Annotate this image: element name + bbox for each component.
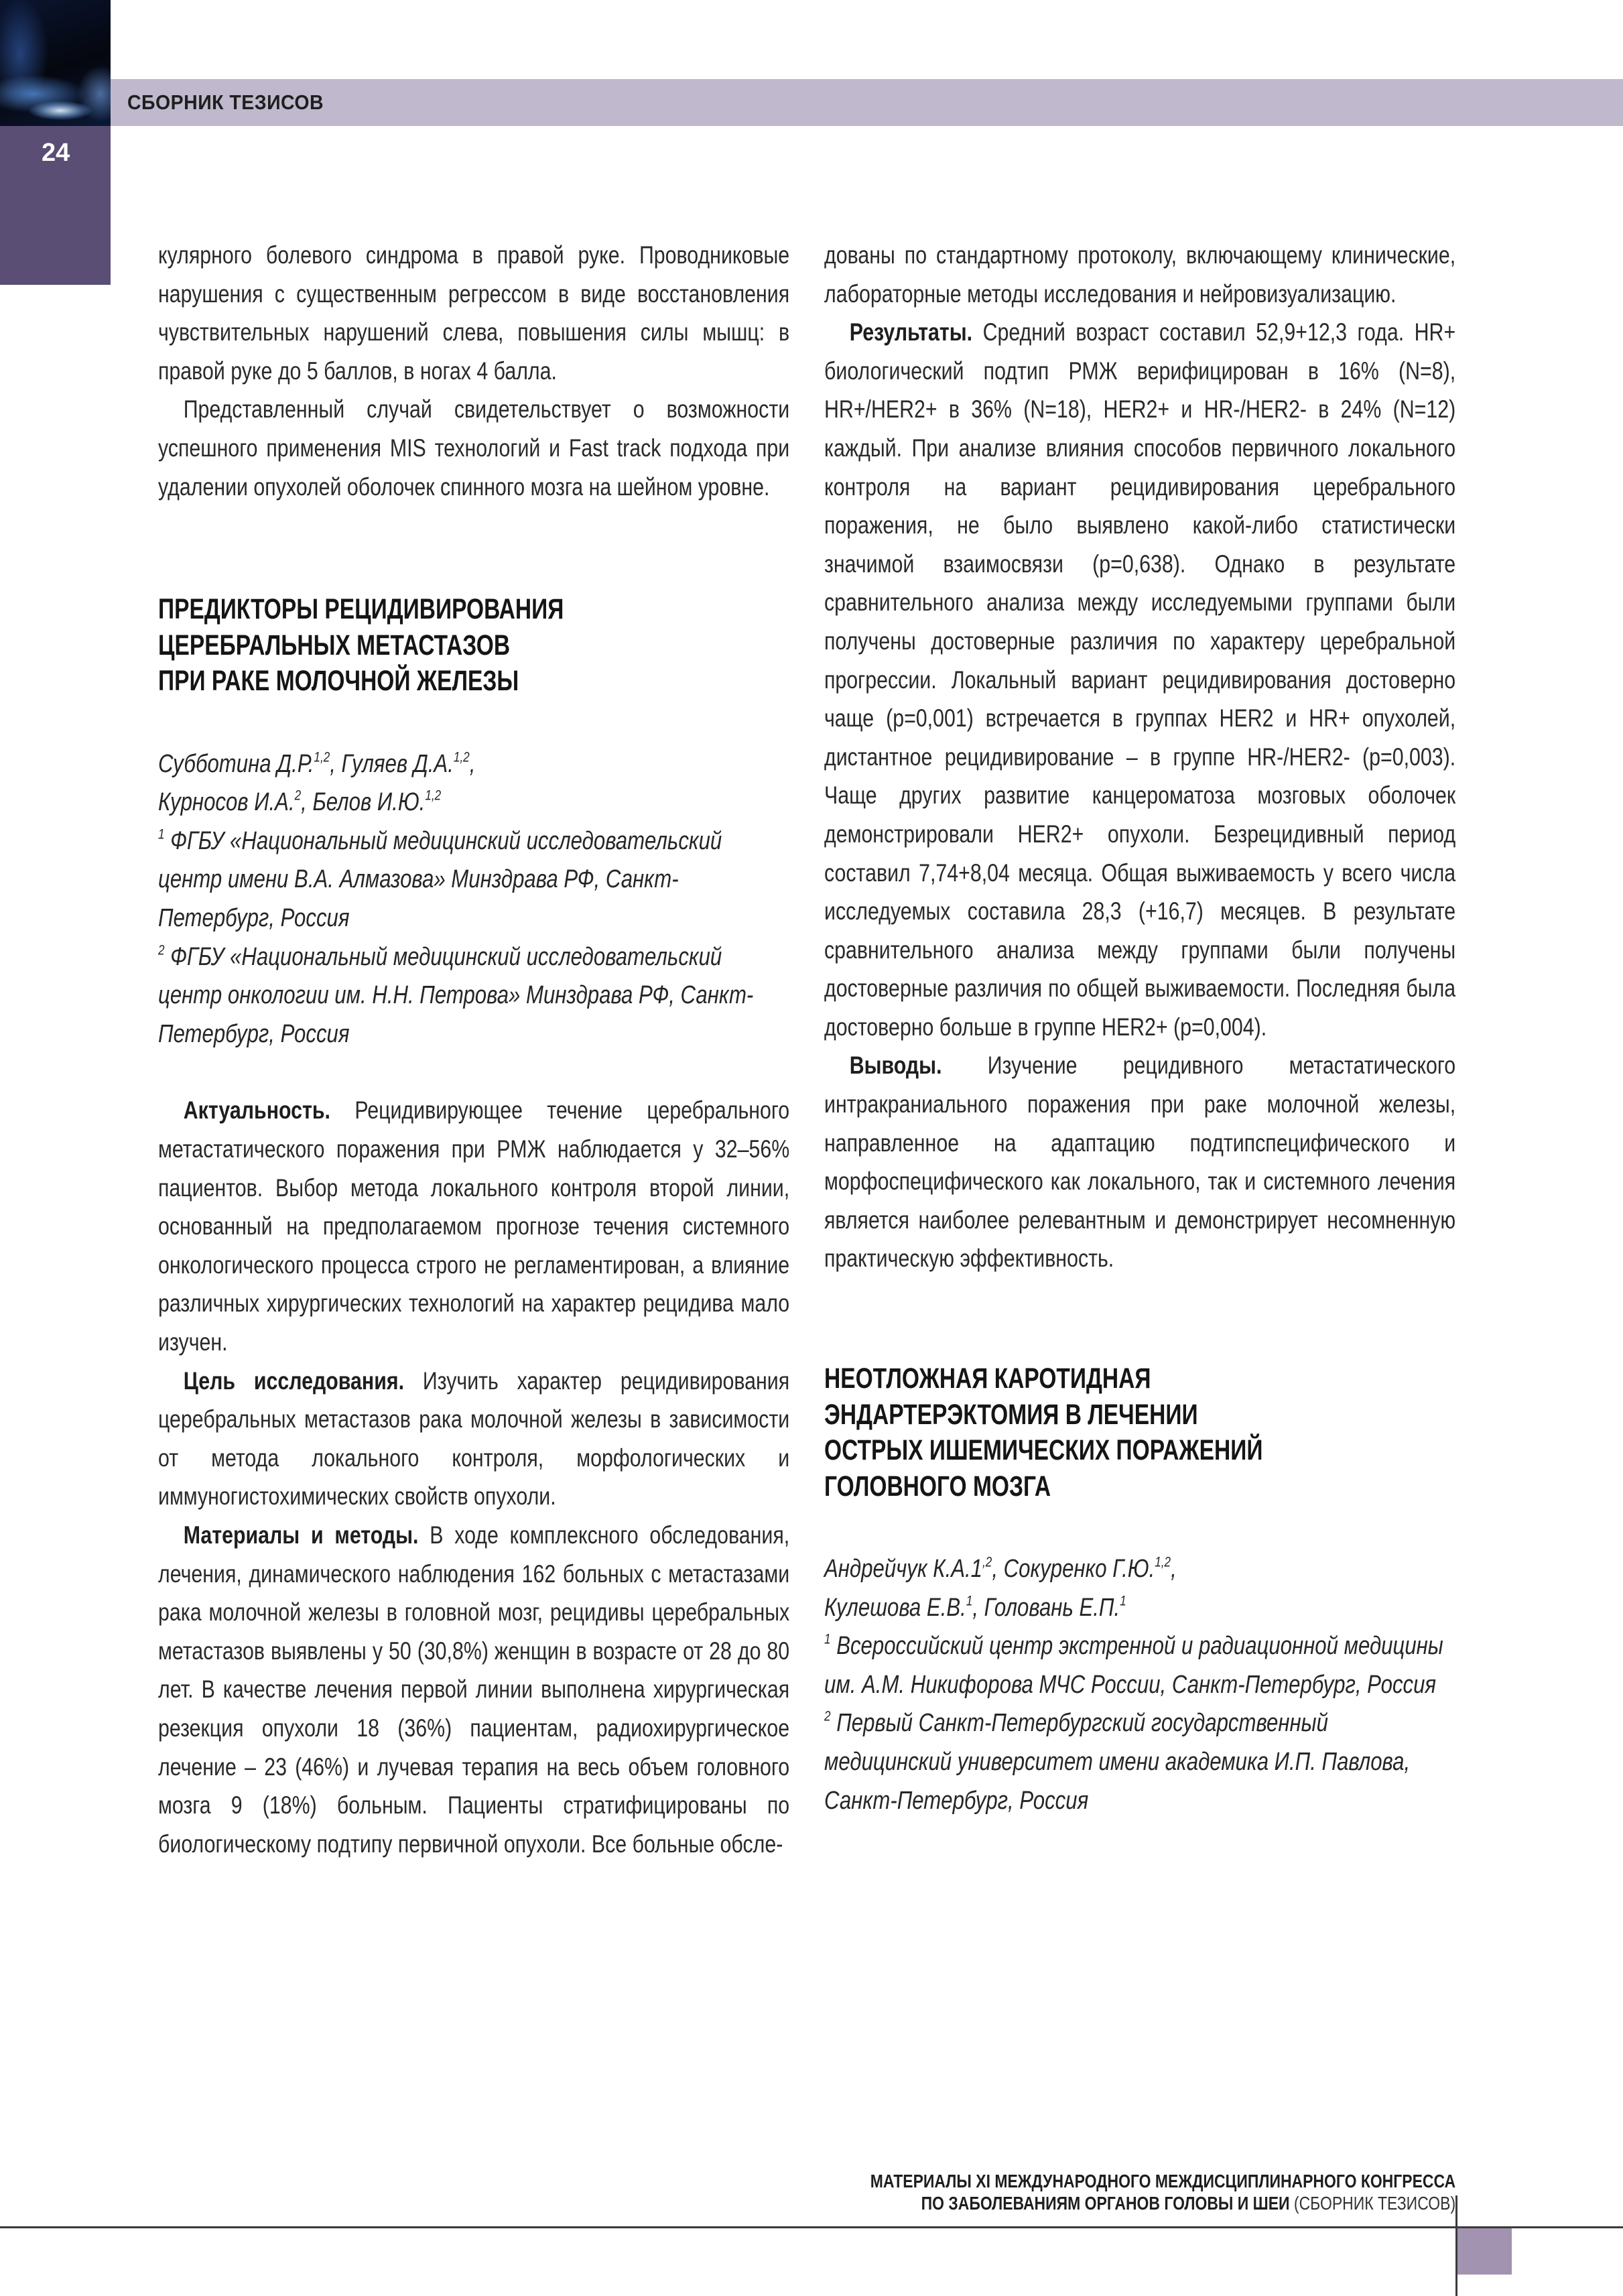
paragraph: кулярного болевого синдрома в правой руке. Проводниковые нарушения с существенным регрессом в виде восстановления чувствительных нарушений слева, повышения силы мышц: в правой руке до 5 баллов, в ногах 4 балла. [158, 241, 790, 385]
article-title [824, 1361, 1455, 1505]
affiliation-text: Всероссийский центр экстренной и радиационной медицины им. А.М. Никифорова МЧС России, Санкт-Петербург, Россия [824, 1632, 1443, 1699]
section-lead: Актуальность. [183, 1096, 330, 1125]
footer-congress-name: ПО ЗАБОЛЕВАНИЯМ ОРГАНОВ ГОЛОВЫ И ШЕИ [921, 2193, 1294, 2214]
title-line: ОСТРЫХ ИШЕМИЧЕСКИХ ПОРАЖЕНИЙ [824, 1434, 1263, 1467]
author-name: , Гуляев Д.А. [330, 749, 454, 778]
author-line [824, 1550, 1455, 1589]
section-results [824, 313, 1455, 1046]
author-name: , Сокуренко Г.Ю. [992, 1555, 1155, 1584]
title-line: ЭНДАРТЕРЭКТОМИЯ В ЛЕЧЕНИИ [824, 1398, 1198, 1431]
affiliation-text: ФГБУ «Национальный медицинский исследовательский центр имени В.А. Алмазова» Минздрава РФ, Санкт-Петербург, Россия [158, 826, 722, 933]
author-line [158, 783, 789, 822]
section-text: Рецидивирующее течение церебрального метастатического поражения при РМЖ наблюдается у 32–56% пациентов. Выбор метода локального контроля второй линии, основанный на предполагаемом прогнозе течения системного онкологического процесса строго не регламентирован, а влияние различных хирургических технологий на характер рецидива мало изучен. [158, 1096, 790, 1356]
affiliation-marker: 2 [158, 942, 165, 958]
affiliation-marker: 1,2 [314, 749, 330, 765]
article-title [158, 592, 789, 700]
affiliation-marker: 1 [158, 826, 165, 842]
footer-collection-label: (СБОРНИК ТЕЗИСОВ) [1293, 2193, 1455, 2214]
article-body [158, 1091, 789, 1863]
left-column [158, 236, 789, 1863]
affiliation-text: ФГБУ «Национальный медицинский исследовательский центр онкологии им. Н.Н. Петрова» Минздрава РФ, Санкт-Петербург, Россия [158, 942, 754, 1048]
section-conclusions [824, 1046, 1455, 1278]
footer-line-1: МАТЕРИАЛЫ XI МЕЖДУНАРОДНОГО МЕЖДИСЦИПЛИНАРНОГО КОНГРЕССА [870, 2171, 1455, 2191]
affiliation-marker: ,2 [982, 1554, 992, 1570]
affiliation [824, 1627, 1455, 1704]
article-body-continued [824, 236, 1455, 1278]
section-aim [158, 1362, 789, 1516]
affiliation [158, 938, 789, 1054]
section-text: Средний возраст составил 52,9+12,3 года. HR+ биологический подтип РМЖ верифицирован в 16% (N=8), HR+/HER2+ в 36% (N=18), HER2+ и HR-/HER2- в 24% (N=12) каждый. При анализе влияния способов первичного локального контроля на вариант рецидивирования церебрального поражения, не было выявлено какой-либо статистически значимой взаимосвязи (p=0,638). Однако в результате сравнительного анализа между исследуемыми группами были получены достоверные различия по характеру церебральной прогрессии. Локальный вариант рецидивирования достоверно чаще (p=0,001) встречается в группах HER2 и HR+ опухолей, дистантное рецидивирование – в группе HR-/HER2- (p=0,003). Чаще других развитие канцероматоза мозговых оболочек демонстрировали HER2+ опухоли. Безрецидивный период составил 7,74+8,04 месяца. Общая выживаемость у всего числа исследуемых составила 28,3 (+16,7) месяцев. В результате сравнительного анализа между группами были получены достоверные различия по общей выживаемости. Последняя была достоверно больше в группе HER2+ (p=0,004). [824, 318, 1456, 1041]
separator: , [1171, 1555, 1177, 1584]
page-number: 24 [42, 139, 70, 167]
author-name: Субботина Д.Р. [158, 749, 314, 778]
author-name: Курносов И.А. [158, 788, 295, 817]
author-name: Андрейчук К.А.1 [824, 1555, 983, 1584]
title-line: НЕОТЛОЖНАЯ КАРОТИДНАЯ [824, 1362, 1151, 1395]
title-line: ГОЛОВНОГО МОЗГА [824, 1470, 1051, 1503]
separator: , [469, 749, 476, 778]
title-line: ПРЕДИКТОРЫ РЕЦИДИВИРОВАНИЯ [158, 593, 564, 626]
section-lead: Цель исследования. [183, 1366, 405, 1395]
section-methods [158, 1516, 789, 1863]
title-line: ЦЕРЕБРАЛЬНЫХ МЕТАСТАЗОВ [158, 629, 511, 661]
author-name: , Головань Е.П. [972, 1593, 1120, 1622]
section-lead: Материалы и методы. [183, 1521, 419, 1549]
affiliation-marker: 1,2 [425, 787, 442, 804]
title-line: ПРИ РАКЕ МОЛОЧНОЙ ЖЕЛЕЗЫ [158, 665, 519, 698]
affiliation-marker: 2 [294, 787, 302, 804]
author-line [824, 1589, 1455, 1628]
affiliation-marker: 1,2 [453, 749, 470, 765]
article-authors [824, 1550, 1455, 1820]
right-column [824, 236, 1455, 1820]
section-lead: Результаты. [849, 318, 973, 346]
section-text: Изучить характер рецидивирования церебральных метастазов рака молочной железы в зависимости от метода локального контроля, морфологических и иммуногистохимических свойств опухоли. [158, 1366, 790, 1511]
author-name: Кулешова Е.В. [824, 1593, 966, 1622]
header-decorative-image [0, 0, 111, 126]
running-footer [870, 2170, 1455, 2214]
author-name: , Белов И.Ю. [301, 788, 426, 817]
affiliation-marker: 1,2 [1155, 1554, 1171, 1570]
affiliation-marker: 2 [824, 1708, 831, 1724]
affiliation [158, 822, 789, 938]
footer-line-2 [870, 2192, 1455, 2214]
affiliation-marker: 1 [1120, 1592, 1126, 1608]
affiliation-marker: 1 [966, 1592, 973, 1608]
section-text: В ходе комплексного обследования, лечения, динамического наблюдения 162 больных с метастазами рака молочной железы в головной мозг, рецидивы церебральных метастазов выявлены у 50 (30,8%) женщин в возрасте от 28 до 80 лет. В качестве лечения первой линии выполнена хирургическая резекция опухоли 18 (36%) пациентам, радиохирургическое лечение – 23 (46%) и лучевая терапия на весь объем головного мозга 9 (18%) больным. Пациенты стратифицированы по биологическому подтипу первичной опухоли. Все больные обсле- [158, 1521, 790, 1858]
article-authors [158, 745, 789, 1054]
footer-accent-square [1457, 2228, 1512, 2275]
affiliation [824, 1704, 1455, 1820]
affiliation-text: Первый Санкт-Петербургский государственный медицинский университет имени академика И.П. Павлова, Санкт-Петербург, Россия [824, 1709, 1411, 1815]
section-relevance [158, 1091, 789, 1361]
previous-article-continuation [158, 236, 789, 506]
section-title: СБОРНИК ТЕЗИСОВ [127, 90, 324, 114]
paragraph: Представленный случай свидетельствует о возможности успешного применения MIS технологий и Fast track подхода при удалении опухолей оболочек спинного мозга на шейном уровне. [158, 395, 790, 501]
footer-divider [0, 2226, 1623, 2228]
section-lead: Выводы. [849, 1051, 942, 1080]
author-line [158, 745, 789, 784]
section-text: Изучение рецидивного метастатического интракраниального поражения при раке молочной железы, направленное на адаптацию подтипспецифического и морфоспецифического как локального, так и системного лечения является наиболее релевантным и демонстрирует несомненную практическую эффективность. [824, 1051, 1456, 1273]
section-methods-continued: дованы по стандартному протоколу, включающему клинические, лабораторные методы исследования и нейровизуализацию. [824, 241, 1456, 308]
affiliation-marker: 1 [824, 1631, 831, 1647]
header-band [111, 79, 1623, 126]
